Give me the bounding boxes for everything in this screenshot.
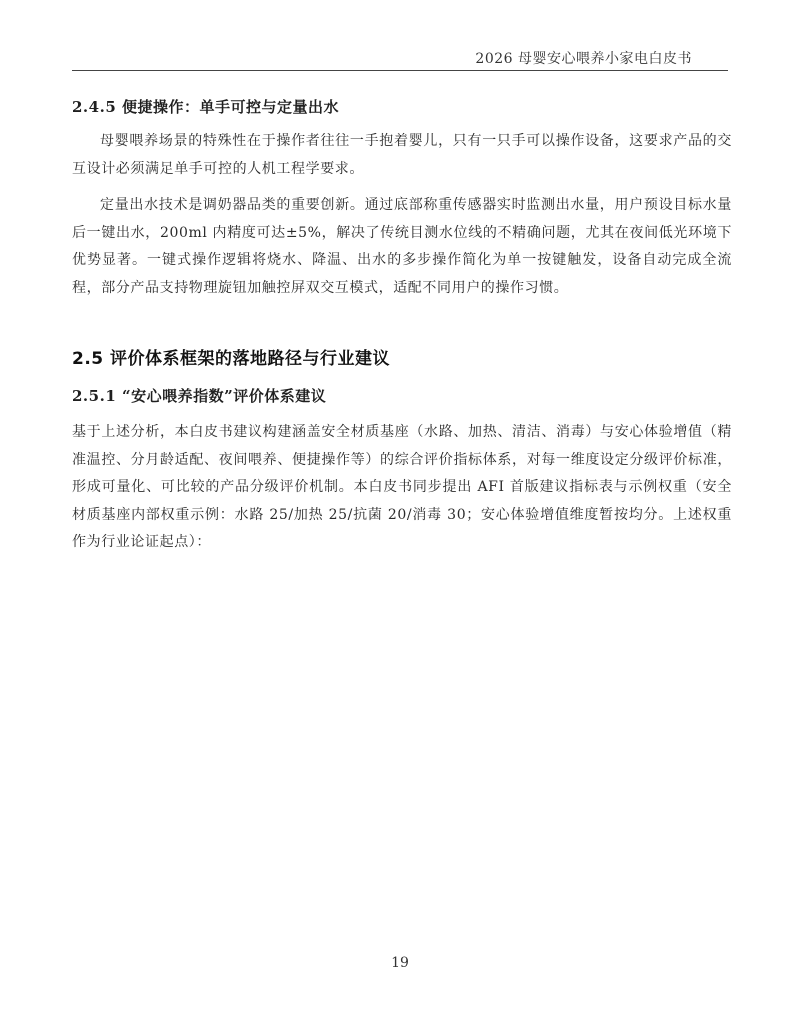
paragraph-afi-evaluation-system: 基于上述分析，本白皮书建议构建涵盖安全材质基座（水路、加热、清洁、消毒）与安心体验增值（精准温控、分月龄适配、夜间喂养、便捷操作等）的综合评价指标体系，对每一维度设定分级评价标准，形成可量化、可比较的产品分级评价机制。本白皮书同步提出 AFI 首版建议指标表与示例权重（安全材质基座内部权重示例：水路 25/加热 25/抗菌 20/消毒 30；安心体验增值维度暂按均分。上述权重作为行业论证起点）： bbox=[72, 424, 732, 550]
paragraph-single-hand-operation: 母婴喂养场景的特殊性在于操作者往往一手抱着婴儿，只有一只手可以操作设备，这要求产品的交互设计必须满足单手可控的人机工程学要求。 bbox=[72, 133, 732, 177]
section-heading-2-5-1: 2.5.1 “安心喂养指数”评价体系建议 bbox=[72, 387, 327, 405]
page-number: 19 bbox=[391, 955, 409, 971]
running-header-title: 2026 母婴安心喂养小家电白皮书 bbox=[475, 51, 692, 67]
section-heading-2-4-5: 2.4.5 便捷操作：单手可控与定量出水 bbox=[72, 98, 339, 116]
paragraph-quantitative-water-output: 定量出水技术是调奶器品类的重要创新。通过底部称重传感器实时监测出水量，用户预设目标水量后一键出水，200ml 内精度可达±5%，解决了传统目测水位线的不精确问题，尤其在夜间低光环境下优势显著。一键式操作逻辑将烧水、降温、出水的多步操作简化为单一按键触发，设备自动完成全流程，部分产品支持物理旋钮加触控屏双交互模式，适配不同用户的操作习惯。 bbox=[72, 197, 732, 296]
section-heading-2-5: 2.5 评价体系框架的落地路径与行业建议 bbox=[72, 349, 391, 369]
header-divider bbox=[72, 70, 728, 71]
